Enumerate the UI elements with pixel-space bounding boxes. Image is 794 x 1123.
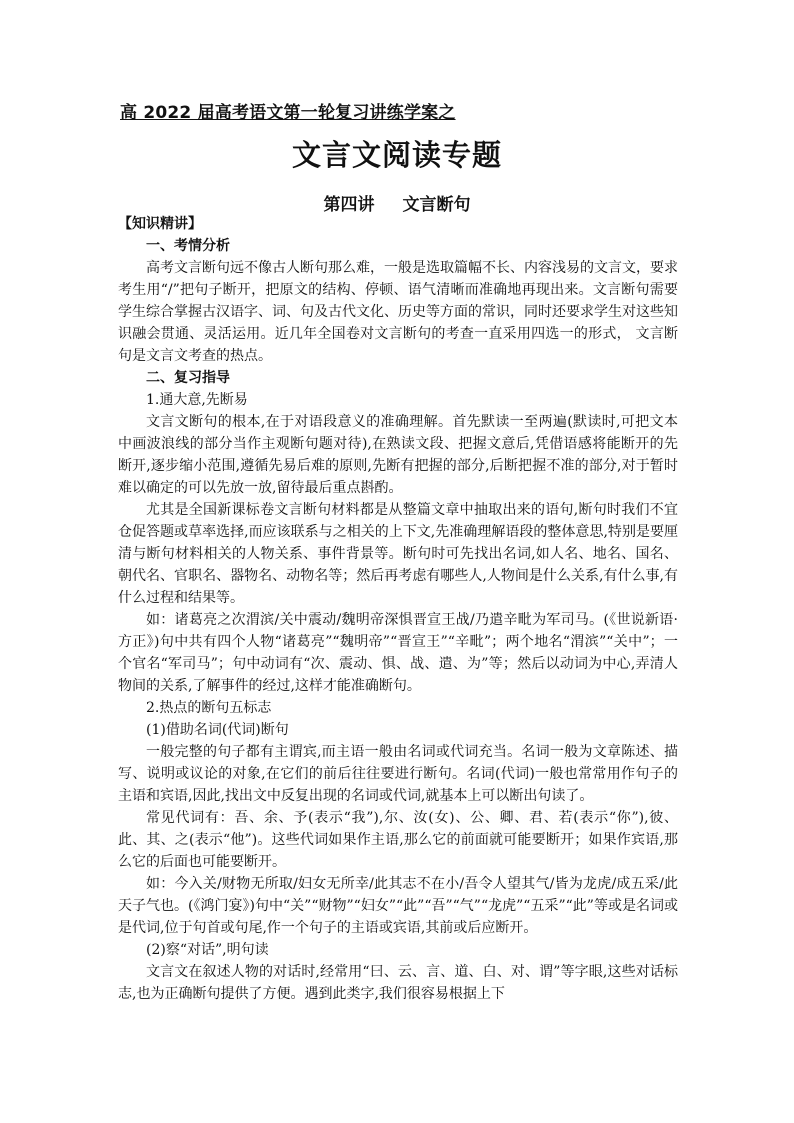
lecture-topic: 文言断句 [402, 195, 471, 215]
lecture-number: 第四讲 [323, 195, 375, 215]
sub1-paragraph-2: 尤其是全国新课标卷文言断句材料都是从整篇文章中抽取出来的语句,断句时我们不宜仓促答题或草率选择,而应该联系与之相关的上下文,先准确理解语段的整体意思,特别是要厘清与断句材料相关的人物关系、事件背景等。断句时可先找出名词,如人名、地名、国名、朝代名、官职名、器物名、动物名等；然后再考虑有哪些人,人物间是什么关系,有什么事,有什么过程和结果等。 [118, 502, 678, 606]
section-label: 【知识精讲】 [118, 216, 202, 232]
item1-title: (1)借助名词(代词)断句 [146, 722, 289, 738]
part2-heading: 二、复习指导 [146, 370, 230, 386]
document-body [118, 213, 678, 1005]
lecture-heading [0, 190, 794, 215]
page-title: 文言文阅读专题 [291, 138, 502, 172]
sub2-title: 2.热点的断句五标志 [146, 700, 272, 716]
part1-heading: 一、考情分析 [146, 238, 230, 254]
sub1-paragraph-1: 文言文断句的根本,在于对语段意义的准确理解。首先默读一至两遍(默读时,可把文本中画波浪线的部分当作主观断句题对待),在熟读文段、把握文意后,凭借语感将能断开的先断开,逐步缩小范围,遵循先易后难的原则,先断有把握的部分,后断把握不准的部分,对于暂时难以确定的可以先放一放,留待最后重点斟酌。 [118, 414, 678, 496]
sub1-paragraph-3: 如：诸葛亮之次渭滨/关中震动/魏明帝深惧晋宣王战/乃遣辛毗为军司马。(《世说新语·方正》)句中共有四个人物“诸葛亮”“魏明帝”“晋宣王”“辛毗”；两个地名“渭滨”“关中”；一个官名“军司马”；句中动词有“次、震动、惧、战、遣、为”等；然后以动词为中心,弄清人物间的关系,了解事件的经过,这样才能准确断句。 [118, 612, 678, 694]
item1-paragraph-1: 一般完整的句子都有主谓宾,而主语一般由名词或代词充当。名词一般为文章陈述、描写、说明或议论的对象,在它们的前后往往要进行断句。名词(代词)一般也常常用作句子的主语和宾语,因此,找出文中反复出现的名词或代词,就基本上可以断出句读了。 [118, 744, 678, 804]
item1-paragraph-3: 如：今入关/财物无所取/妇女无所幸/此其志不在小/吾令人望其气/皆为龙虎/成五采/此天子气也。(《鸿门宴》)句中“关”“财物”“妇女”“此”“吾”“气”“龙虎”“五采”“此”等或是名词或是代词,位于句首或句尾,作一个句子的主语或宾语,其前或后应断开。 [118, 876, 678, 936]
item1-paragraph-2: 常见代词有：吾、余、予(表示“我”),尔、汝(女)、公、卿、君、若(表示“你”),彼、此、其、之(表示“他”)。这些代词如果作主语,那么它的前面就可能要断开；如果作宾语,那么它的后面也可能要断开。 [118, 810, 678, 870]
part1-paragraph: 高考文言断句远不像古人断句那么难，一般是选取篇幅不长、内容浅易的文言文，要求考生用“/”把句子断开，把原文的结构、停顿、语气清晰而准确地再现出来。文言断句需要学生综合掌握古汉语字、词、句及古代文化、历史等方面的常识，同时还要求学生对这些知识融会贯通、灵活运用。近几年全国卷对文言断句的考查一直采用四选一的形式， 文言断句是文言文考查的热点。 [118, 260, 678, 364]
item2-paragraph-1: 文言文在叙述人物的对话时,经常用“曰、云、言、道、白、对、谓”等字眼,这些对话标志,也为正确断句提供了方便。遇到此类字,我们很容易根据上下 [118, 964, 678, 1002]
item2-title: (2)察“对话”,明句读 [146, 942, 269, 958]
series-header: 高 2022 届高考语文第一轮复习讲练学案之 [120, 103, 456, 123]
sub1-title: 1.通大意,先断易 [146, 392, 248, 408]
